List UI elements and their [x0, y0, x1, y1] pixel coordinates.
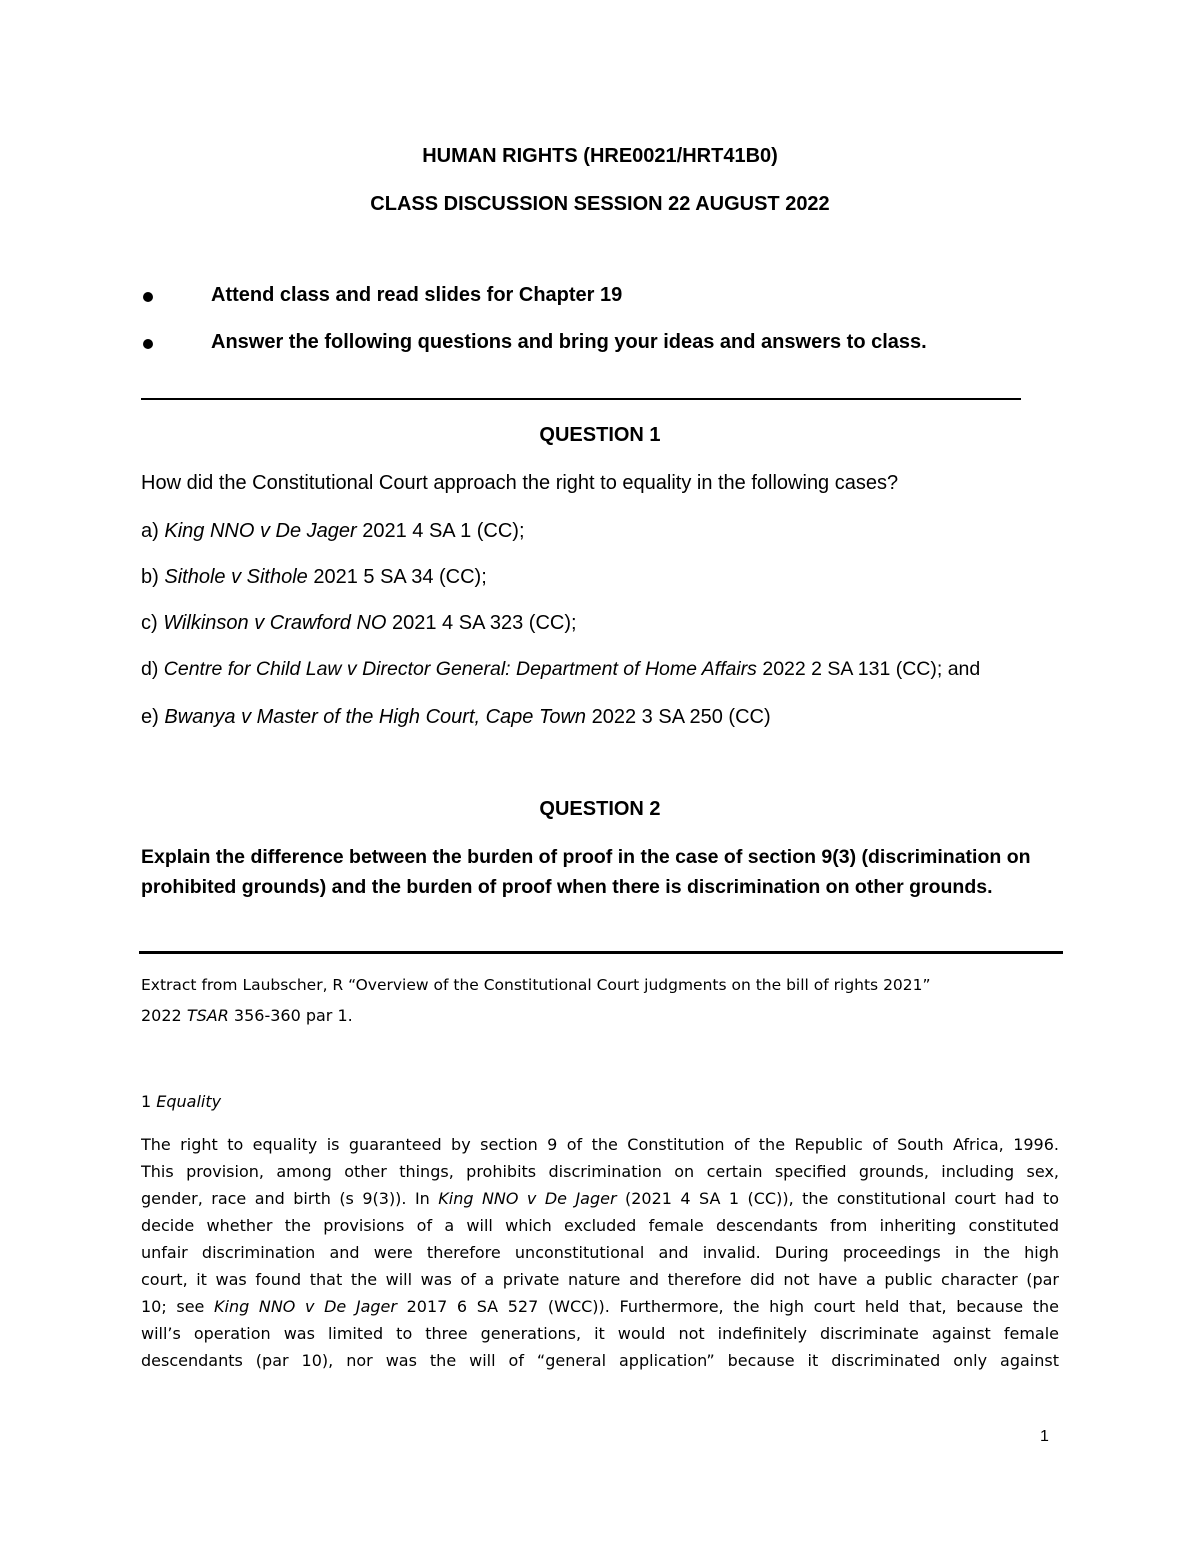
question-2-heading: QUESTION 2: [539, 798, 661, 820]
case-name: Centre for Child Law v Director General: Department of Home Affairs: [163, 658, 757, 680]
case-letter: d): [141, 658, 159, 680]
body-line: gender, race and birth (s 9(3)). In King NNO v De Jager (2021 4 SA 1 (CC)), the constitutional court had to: [141, 1189, 1059, 1208]
page-number: 1: [1040, 1428, 1049, 1445]
case-item-b: [141, 566, 487, 589]
case-citation: 2022 3 SA 250 (CC): [591, 706, 771, 728]
body-line: 10; see King NNO v De Jager 2017 6 SA 527 (WCC)). Furthermore, the high court held that, because the: [141, 1297, 1059, 1316]
body-line: decide whether the provisions of a will which excluded female descendants from inheriting constituted: [141, 1216, 1059, 1235]
divider-line: [141, 398, 1021, 400]
body-line: court, it was found that the will was of a private nature and therefore did not have a public character (par: [141, 1270, 1059, 1289]
question-1-heading: QUESTION 1: [539, 424, 661, 446]
question-2-line-1: Explain the difference between the burden of proof in the case of section 9(3) (discrimination on: [141, 846, 1031, 868]
extract-line-2: 2022 TSAR 356-360 par 1.: [141, 1006, 353, 1025]
question-1-prompt: How did the Constitutional Court approach the right to equality in the following cases?: [141, 472, 899, 494]
body-line: descendants (par 10), nor was the will of “general application” because it discriminated only against: [141, 1351, 1059, 1370]
case-item-e: [141, 706, 771, 729]
case-citation: 2021 4 SA 1 (CC);: [362, 520, 525, 542]
body-line: This provision, among other things, prohibits discrimination on certain specified grounds, including sex,: [141, 1162, 1059, 1181]
case-letter: a): [141, 520, 159, 542]
case-letter: b): [141, 566, 159, 588]
extract-line-1: Extract from Laubscher, R “Overview of the Constitutional Court judgments on the bill of rights 2021”: [141, 976, 931, 994]
case-item-c: [141, 612, 577, 635]
case-letter: e): [141, 706, 159, 728]
body-line: will’s operation was limited to three generations, it would not indefinitely discriminate against female: [141, 1324, 1059, 1343]
case-citation: 2021 4 SA 323 (CC);: [392, 612, 577, 634]
document-subtitle: CLASS DISCUSSION SESSION 22 AUGUST 2022: [370, 193, 830, 215]
section-heading: 1 Equality: [141, 1092, 222, 1111]
question-2-line-2: prohibited grounds) and the burden of proof when there is discrimination on other grounds.: [141, 876, 993, 898]
bullet-icon: [143, 339, 153, 349]
body-paragraph: [141, 1131, 1059, 1374]
case-name: King NNO v De Jager: [164, 520, 357, 542]
case-item-d: [141, 658, 980, 681]
body-line: unfair discrimination and were therefore unconstitutional and invalid. During proceedings in the high: [141, 1243, 1059, 1262]
document-title: HUMAN RIGHTS (HRE0021/HRT41B0): [422, 145, 778, 167]
body-line: The right to equality is guaranteed by section 9 of the Constitution of the Republic of South Africa, 1996.: [141, 1135, 1059, 1154]
case-citation: 2022 2 SA 131 (CC); and: [762, 658, 981, 680]
bullet-item-2: Answer the following questions and bring your ideas and answers to class.: [211, 331, 927, 353]
case-name: Bwanya v Master of the High Court, Cape Town: [164, 706, 587, 728]
case-name: Sithole v Sithole: [164, 566, 308, 588]
journal-name: TSAR: [186, 1006, 229, 1025]
divider-line-thick: [139, 951, 1063, 954]
bullet-item-1: Attend class and read slides for Chapter 19: [211, 284, 623, 306]
case-item-a: [141, 520, 525, 543]
case-citation: 2021 5 SA 34 (CC);: [313, 566, 487, 588]
bullet-icon: [143, 292, 153, 302]
case-name: Wilkinson v Crawford NO: [163, 612, 387, 634]
case-letter: c): [141, 612, 158, 634]
